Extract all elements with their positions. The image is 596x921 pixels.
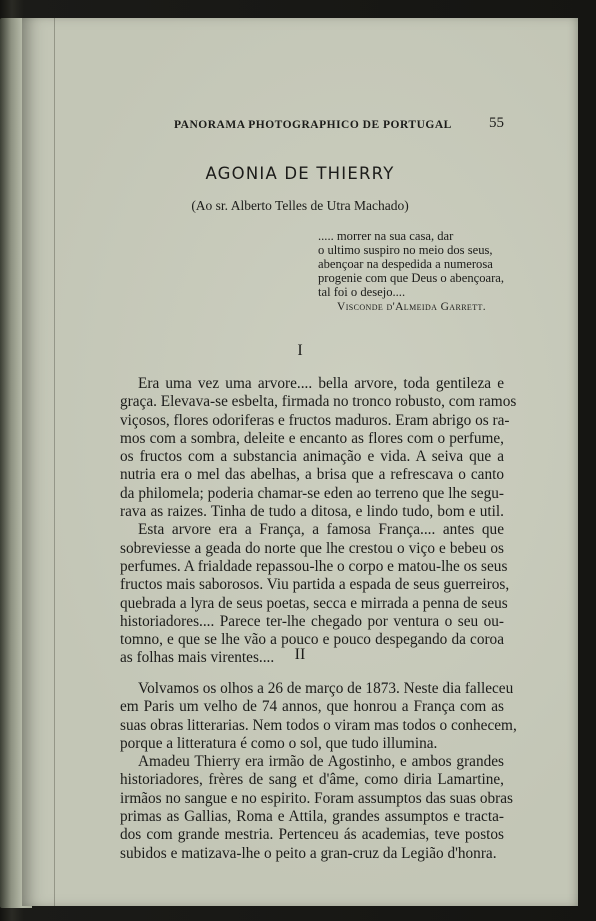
- section-1-text: [120, 375, 517, 668]
- text-line: nutria era o mel das abelhas, a brisa que a refrescava o canto: [120, 466, 504, 484]
- text-line: primas as Gallias, Roma e Attila, grandes assumptos e tracta-: [120, 808, 504, 826]
- text-line: Amadeu Thierry era irmão de Agostinho, e ambos grandes: [138, 753, 504, 771]
- epigraph-line: progenie com que Deus o abençoara,: [318, 271, 505, 285]
- text-line: porque a litteratura é como o sol, que tudo illumina.: [120, 734, 438, 752]
- section-numeral: I: [297, 342, 303, 359]
- running-title: PANORAMA PHOTOGRAPHICO DE PORTUGAL: [174, 119, 452, 131]
- dedication: (Ao sr. Alberto Telles de Utra Machado): [191, 198, 409, 213]
- epigraph-line: o ultimo suspiro no meio dos seus,: [318, 243, 493, 257]
- section-2-text: [120, 680, 517, 863]
- text-line: viçosos, flores odoriferas e fructos maduros. Eram abrigo os ra-: [120, 411, 510, 429]
- book-page: [22, 18, 578, 906]
- text-line: Volvamos os olhos a 26 de março de 1873. Neste dia falleceu: [138, 680, 514, 697]
- running-header: [174, 115, 514, 131]
- text-line: historiadores, frères de sang et d'âme, como diria Lamartine,: [120, 771, 504, 789]
- text-line: perfumes. A frialdade repassou-lhe o corpo e matou-lhe os seus: [120, 557, 508, 575]
- text-line: suas obras litterarias. Nem todos o viram mas todos o conhecem,: [120, 716, 517, 734]
- text-line: subidos e matizava-lhe o peito a gran-cruz da Legião d'honra.: [120, 844, 497, 862]
- text-line: as folhas mais virentes....: [120, 649, 275, 667]
- epigraph-line: ..... morrer na sua casa, dar: [318, 229, 454, 243]
- chapter-title: AGONIA DE THIERRY: [205, 164, 395, 183]
- text-line: os fructos com a substancia animação e vida. A seiva que a: [120, 448, 504, 466]
- text-line: em Paris um velho de 74 annos, que honrou a França com as: [120, 698, 504, 716]
- gutter-line: [54, 18, 55, 906]
- page-number: 55: [489, 115, 504, 131]
- epigraph-line: abençoar na despedida a numerosa: [318, 257, 493, 271]
- text-line: graça. Elevava-se esbelta, firmada no tronco robusto, com ramos: [120, 393, 517, 411]
- text-line: da philomela; poderia chamar-se eden ao terreno que lhe segu-: [120, 484, 504, 502]
- text-line: dos com grande mestria. Pertenceu ás academias, teve postos: [120, 826, 504, 844]
- text-line: Era uma vez uma arvore.... bella arvore, toda gentileza e: [138, 375, 504, 392]
- text-line: Esta arvore era a França, a famosa França.... antes que: [138, 521, 504, 539]
- text-line: mos com a sombra, deleite e encanto as flores com o perfume,: [120, 429, 504, 447]
- epigraph-attribution: Visconde d'Almeida Garrett.: [337, 301, 487, 313]
- text-line: irmãos no sangue e no espirito. Foram assumptos das suas obras: [120, 789, 513, 807]
- text-line: sobreviesse a geada do norte que lhe crestou o viço e bebeu os: [120, 539, 504, 557]
- text-line: rava as raizes. Tinha de tudo a ditosa, e lindo tudo, bom e util.: [120, 503, 504, 521]
- section-numeral: II: [294, 646, 306, 663]
- epigraph: [318, 229, 504, 299]
- text-line: fructos mais saborosos. Viu partida a espada de seus guerreiros,: [120, 576, 510, 594]
- epigraph-line: tal foi o desejo....: [318, 285, 406, 299]
- text-line: quebrada a lyra de seus poetas, secca e mirrada a penna de seus: [120, 594, 508, 612]
- text-line: historiadores.... Parece ter-lhe chegado por ventura o seu ou-: [120, 612, 504, 630]
- text-line: tomno, e que se lhe vão a pouco e pouco despegando da coroa: [120, 631, 504, 649]
